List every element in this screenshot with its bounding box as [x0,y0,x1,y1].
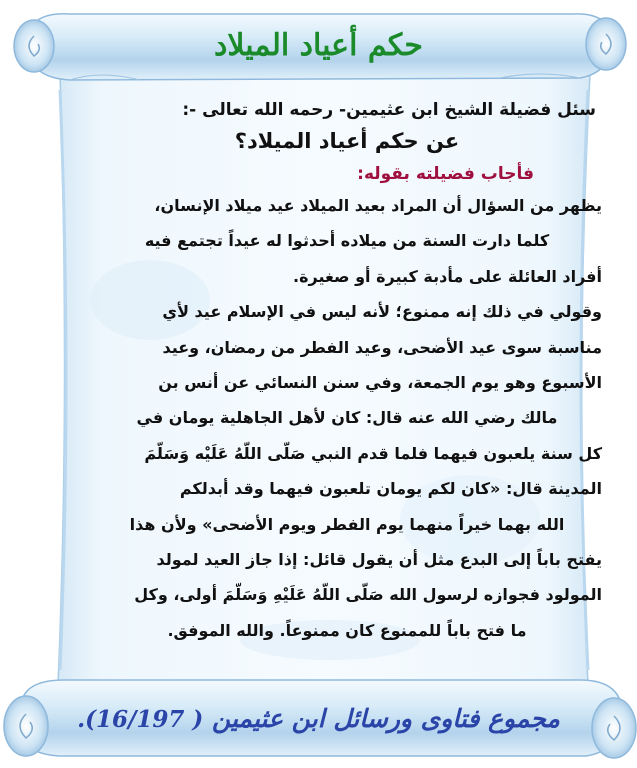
text-line: الله بهما خيراً منهما يوم الفطر ويوم الأضحى» ولأن هذا [129,514,565,534]
source-reference: ( 16/197). [77,706,204,733]
text-line: يظهر من السؤال أن المراد بعيد الميلاد عيد ميلاد الإنسان، [154,196,602,215]
text-line: مالك رضي الله عنه قال: كان لأهل الجاهلية يومان في [136,408,558,428]
question-title: عن حكم أعياد الميلاد؟ [234,129,460,153]
answer-paragraph-1 [92,188,602,294]
text-line: المولود فجوازه لرسول الله صَلّى اللّهُ عَلَيْهِ وَسَلّمَ أولى، وكل [134,585,602,605]
text-line: كلما دارت السنة من ميلاده أحدثوا له عيداً تجتمع فيه [144,231,550,251]
source-citation [0,704,637,733]
text-line: يفتح باباً إلى البدع مثل أن يقول قائل: إذا جاز العيد لمولد [156,550,602,570]
answer-paragraph-2 [92,294,602,648]
page-title: حكم أعياد الميلاد [214,28,423,63]
text-line: المدينة قال: «كان لكم يومان تلعبون فيهما وقد أبدلكم [179,479,602,499]
question-intro: سئل فضيلة الشيخ ابن عثيمين- رحمه الله تعالى -: [182,100,596,120]
text-line: وقولي في ذلك إنه ممنوع؛ لأنه ليس في الإسلام عيد لأي [162,302,602,322]
fatwa-body [92,96,602,648]
source-title: مجموع فتاوى ورسائل ابن عثيمين [211,704,560,733]
text-line: ما فتح باباً للممنوع كان ممنوعاً. والله الموفق. [167,620,527,640]
text-line: كل سنة يلعبون فيهما فلما قدم النبي صَلّى اللّهُ عَلَيْه وَسَلّمَ [144,443,602,463]
text-line: مناسبة سوى عيد الأضحى، وعيد الفطر من رمضان، وعيد [162,337,602,357]
text-line: أفراد العائلة على مأدبة كبيرة أو صغيرة. [293,266,602,286]
text-line: الأسبوع وهو يوم الجمعة، وفي سنن النسائي عن أنس بن [158,373,602,393]
answer-label: فأجاب فضيلته بقوله: [357,164,534,184]
